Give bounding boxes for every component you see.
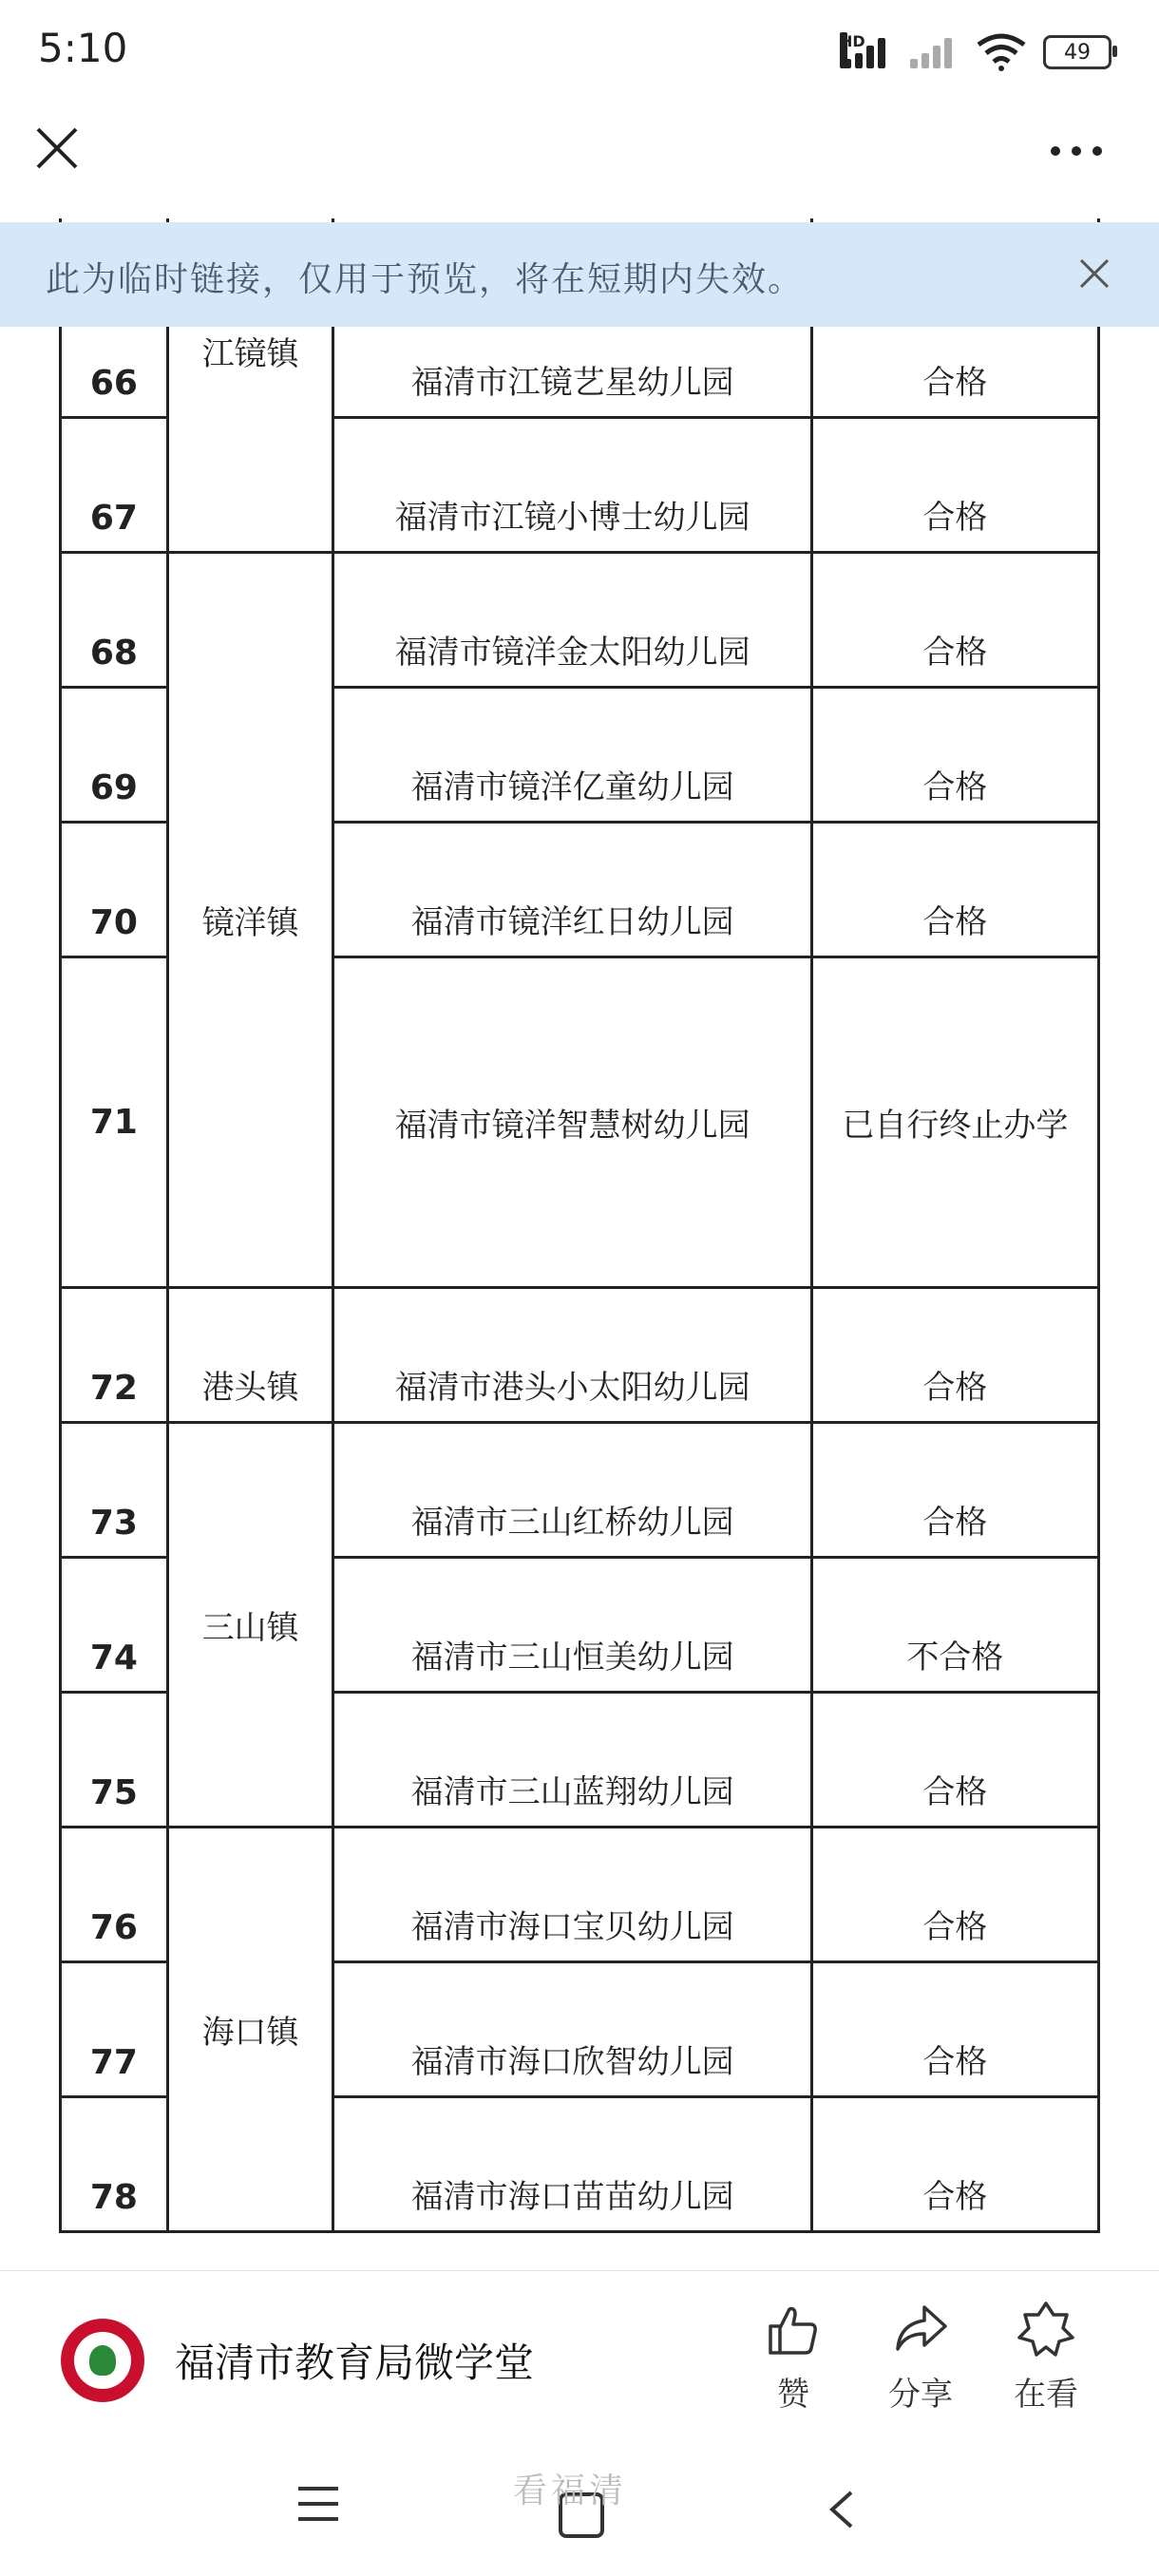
row-number: 72 [61,1288,168,1423]
notice-text: 此为临时链接，仅用于预览，将在短期内失效。 [46,260,805,299]
kindergarten-name: 福清市镜洋智慧树幼儿园 [333,957,811,1288]
kindergarten-name: 福清市三山蓝翔幼儿园 [333,1693,811,1828]
kindergarten-name: 福清市海口宝贝幼儿园 [333,1828,811,1962]
watermark-text: 看福清 [513,2472,628,2510]
top-bar [0,104,1159,222]
status-icons [840,27,1112,78]
signal-secondary-icon [910,36,960,68]
inspection-result: 合格 [811,553,1098,688]
row-number: 69 [61,688,168,823]
watching-label: 在看 [1014,2376,1078,2414]
inspection-result: 合格 [811,688,1098,823]
row-number: 73 [61,1423,168,1558]
like-button[interactable] [741,2300,846,2415]
inspection-result: 合格 [811,418,1098,553]
share-label: 分享 [888,2376,953,2414]
kindergarten-name: 福清市江镜艺星幼儿园 [333,283,811,418]
temporary-link-notice [0,222,1159,327]
battery-icon [1043,35,1112,69]
more-icon[interactable] [1051,146,1102,156]
inspection-result: 合格 [811,283,1098,418]
town-cell: 三山镇 [167,1423,333,1828]
row-number: 77 [61,1962,168,2097]
inspection-result: 已自行终止办学 [811,957,1098,1288]
notice-close-icon[interactable] [1075,255,1113,293]
share-arrow-icon [890,2300,951,2360]
status-time: 5:10 [38,25,128,71]
account-name[interactable]: 福清市教育局微学堂 [175,2339,535,2386]
back-icon[interactable] [823,2489,861,2530]
share-button[interactable] [868,2300,973,2415]
kindergarten-name: 福清市三山恒美幼儿园 [333,1558,811,1693]
kindergarten-table [59,218,1100,2270]
row-number: 71 [61,957,168,1288]
kindergarten-name: 福清市港头小太阳幼儿园 [333,1288,811,1423]
account-logo[interactable] [61,2319,144,2402]
inspection-result: 合格 [811,1693,1098,1828]
thumbs-up-icon [763,2300,824,2360]
status-bar [0,0,1159,104]
town-cell: 港头镇 [167,1288,333,1423]
kindergarten-name: 福清市三山红桥幼儿园 [333,1423,811,1558]
table-row [61,1288,1099,1423]
inspection-result: 合格 [811,1962,1098,2097]
menu-icon[interactable] [298,2487,338,2532]
inspection-result: 合格 [811,1828,1098,1962]
kindergarten-name: 福清市江镜小博士幼儿园 [333,418,811,553]
watching-button[interactable] [994,2300,1098,2415]
article-bottom-bar [0,2270,1159,2442]
system-nav-bar [0,2441,1159,2576]
kindergarten-name: 福清市镜洋红日幼儿园 [333,823,811,957]
row-number: 78 [61,2097,168,2232]
signal-icon [840,32,893,68]
wifi-icon [977,33,1026,71]
watching-star-icon [1016,2300,1076,2360]
close-icon[interactable] [34,125,80,171]
network-tag: HD [840,32,847,68]
inspection-result: 合格 [811,823,1098,957]
table-row [61,1423,1099,1558]
row-number: 70 [61,823,168,957]
table-row [61,553,1099,688]
kindergarten-name: 福清市海口欣智幼儿园 [333,1962,811,2097]
row-number: 74 [61,1558,168,1693]
row-number: 76 [61,1828,168,1962]
inspection-result: 合格 [811,1288,1098,1423]
row-number: 67 [61,418,168,553]
row-number: 75 [61,1693,168,1828]
town-cell: 镜洋镇 [167,553,333,1288]
town-cell: 江镜镇 [167,218,333,553]
town-cell: 海口镇 [167,1828,333,2232]
inspection-result: 合格 [811,1423,1098,1558]
inspection-result: 不合格 [811,1558,1098,1693]
row-number: 68 [61,553,168,688]
kindergarten-name: 福清市镜洋亿童幼儿园 [333,688,811,823]
kindergarten-name: 福清市海口苗苗幼儿园 [333,2097,811,2232]
table-row [61,1828,1099,1962]
battery-level: 49 [1064,40,1091,65]
row-number: 66 [61,283,168,418]
kindergarten-name: 福清市镜洋金太阳幼儿园 [333,553,811,688]
inspection-result: 合格 [811,2097,1098,2232]
like-label: 赞 [777,2376,809,2414]
